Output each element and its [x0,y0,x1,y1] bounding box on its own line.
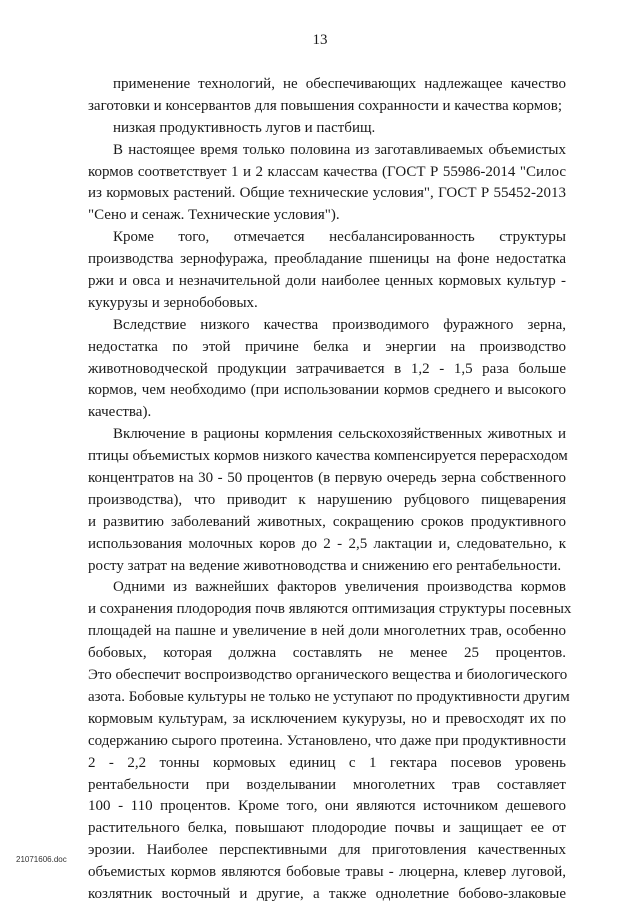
text-line: из кормовых растений. Общие технические условия", ГОСТ Р 55452-2013 [88,185,566,202]
text-line: содержанию сырого протеина. Установлено, что даже при продуктивности [88,732,566,749]
text-line: производства), что приводит к нарушению рубцового пищеварения [88,491,566,508]
text-line: кукурузы и зернобобовых. [88,294,258,311]
text-line: недостатка по этой причине белка и энергии на производство [88,338,566,355]
text-line: животноводческой продукции затрачивается в 1,2 - 1,5 раза больше [88,360,566,377]
text-line: "Сено и сенаж. Технические условия"). [88,207,340,224]
text-line: Вследствие низкого качества производимого фуражного зерна, [113,316,566,333]
text-line: низкая продуктивность лугов и пастбищ. [113,119,376,136]
text-line: Кроме того, отмечается несбалансированность структуры [113,229,566,246]
text-line: концентратов на 30 - 50 процентов (в первую очередь зерна собственного [88,470,566,487]
text-line: Включение в рационы кормления сельскохозяйственных животных и [113,426,566,443]
text-line: эрозии. Наиболее перспективными для приготовления качественных [88,842,566,859]
text-line: кормов, чем необходимо (при использовании кормов среднего и высокого [88,382,566,399]
text-line: применение технологий, не обеспечивающих надлежащее качество [113,76,566,92]
paragraph [88,227,566,315]
text-line: козлятник восточный и другие, а также однолетние бобово-злаковые [88,885,566,902]
text-line: качества). [88,404,152,421]
text-line: ржи и овса и незначительной доли наиболее ценных кормовых культур - [88,273,566,290]
text-line: росту затрат на ведение животноводства и снижению его рентабельности. [88,557,562,574]
text-line: Одними из важнейших факторов увеличения производства кормов [113,579,566,596]
text-line: рентабельности при возделывании многолетних трав составляет [88,776,566,793]
text-line: заготовки и консервантов для повышения сохранности и качества кормов; [88,97,563,114]
document-file-code: 21071606.doc [16,855,67,864]
paragraph [88,74,566,118]
paragraph [88,140,566,228]
paragraph [88,118,566,140]
text-line: использования молочных коров до 2 - 2,5 лактации и, следовательно, к [88,535,566,552]
text-line: В настоящее время только половина из заготавливаемых объемистых [113,141,566,158]
paragraph [88,577,572,905]
text-line: азота. Бобовые культуры не только не уступают по продуктивности другим [88,688,570,705]
page-number: 13 [312,32,328,48]
text-line: и сохранения плодородия почв являются оптимизация структуры посевных [88,601,572,618]
text-line: Это обеспечит воспроизводство органического вещества и биологического [88,667,568,684]
text-line: бобовых, которая должна составлять не менее 25 процентов. [88,645,566,662]
text-line: кормов соответствует 1 и 2 классам качества (ГОСТ Р 55986-2014 "Силос [88,163,566,180]
text-line: кормовым культурам, за исключением кукурузы, но и превосходят их по [88,710,566,727]
text-line: производства зернофуража, преобладание пшеницы на фоне недостатка [88,251,566,268]
document-body [88,74,572,906]
text-line: 100 - 110 процентов. Кроме того, они являются источником дешевого [88,798,566,815]
text-line: птицы объемистых кормов низкого качества компенсируется перерасходом [88,448,568,465]
text-line: 2 - 2,2 тонны кормовых единиц с 1 гектара посевов уровень [88,754,566,771]
text-line: и развитию заболеваний животных, сокращению сроков продуктивного [88,513,566,530]
text-line: площадей на пашне и увеличение в ней доли многолетних трав, особенно [88,623,566,640]
text-line: объемистых кормов являются бобовые травы - люцерна, клевер луговой, [88,864,566,881]
paragraph [88,315,566,424]
paragraph [88,424,566,577]
text-line: растительного белка, повышают плодородие почвы и защищает ее от [88,820,566,837]
